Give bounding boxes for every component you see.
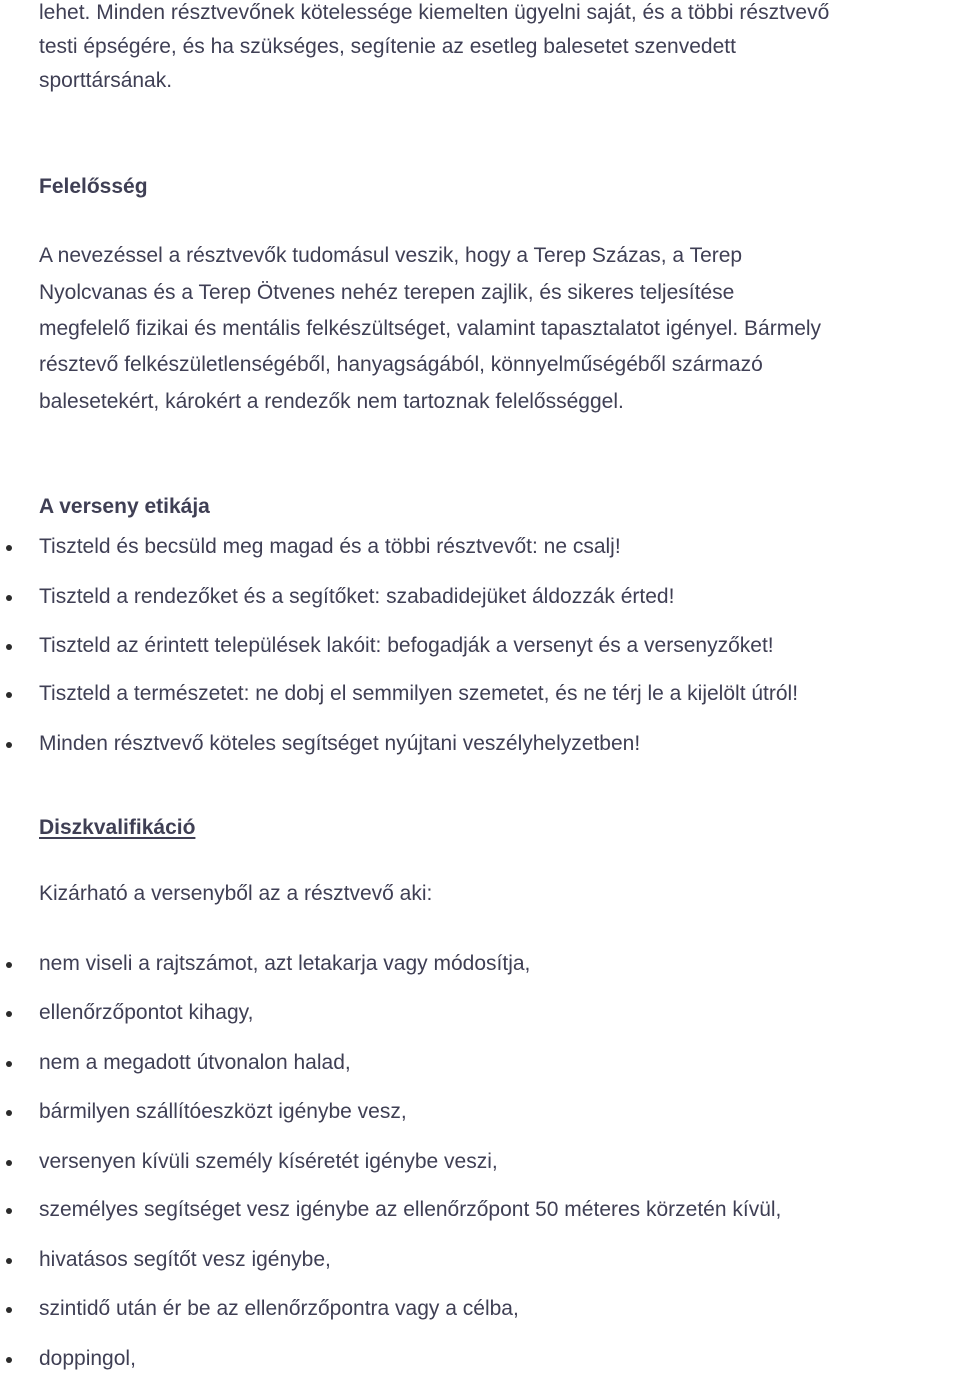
list-item-text: Tiszteld és becsüld meg magad és a többi résztvevőt: ne csalj! [39, 535, 621, 558]
list-item-text: versenyen kívüli személy kíséretét igénybe veszi, [39, 1150, 498, 1173]
bullet-icon [6, 1160, 12, 1166]
bullet-icon [6, 1208, 12, 1214]
bullet-icon [6, 595, 12, 601]
list-item-text: Tiszteld a rendezőket és a segítőket: szabadidejüket áldozzák érted! [39, 585, 675, 608]
felelosseg-line-1: A nevezéssel a résztvevők tudomásul veszik, hogy a Terep Százas, a Terep [39, 244, 743, 267]
bullet-icon [6, 692, 12, 698]
list-item-text: bármilyen szállítóeszközt igénybe vesz, [39, 1100, 407, 1123]
bullet-icon [6, 1258, 12, 1264]
list-item-text: hivatásos segítőt vesz igénybe, [39, 1248, 331, 1271]
bullet-icon [6, 1307, 12, 1313]
bullet-icon [6, 1061, 12, 1067]
bullet-icon [6, 742, 12, 748]
bullet-icon [6, 644, 12, 650]
felelosseg-line-4: résztevő felkészületlenségéből, hanyagságából, könnyelműségéből származó [39, 353, 763, 376]
list-item-text: szintidő után ér be az ellenőrzőpontra vagy a célba, [39, 1297, 519, 1320]
felelosseg-line-3: megfelelő fizikai és mentális felkészültséget, valamint tapasztalatot igényel. Bármely [39, 317, 822, 340]
list-item-text: nem a megadott útvonalon halad, [39, 1051, 351, 1074]
list-item-text: nem viseli a rajtszámot, azt letakarja vagy módosítja, [39, 952, 531, 975]
bullet-icon [6, 962, 12, 968]
list-item-text: Minden résztvevő köteles segítséget nyújtani veszélyhelyzetben! [39, 732, 641, 755]
list-item-text: személyes segítséget vesz igénybe az ellenőrzőpont 50 méteres körzetén kívül, [39, 1198, 782, 1221]
list-item-text: Tiszteld a természetet: ne dobj el semmilyen szemetet, és ne térj le a kijelölt útról! [39, 682, 799, 705]
bullet-icon [6, 545, 12, 551]
felelosseg-line-5: balesetekért, károkért a rendezők nem tartoznak felelősséggel. [39, 390, 624, 413]
intro-line-3: sporttársának. [39, 69, 173, 92]
list-item-text: ellenőrzőpontot kihagy, [39, 1001, 254, 1024]
list-item-text: doppingol, [39, 1347, 136, 1370]
section-heading-diszkvalifikacio: Diszkvalifikáció [39, 816, 196, 839]
felelosseg-line-2: Nyolcvanas és a Terep Ötvenes nehéz terepen zajlik, és sikeres teljesítése [39, 281, 735, 304]
list-item-text: Tiszteld az érintett települések lakóit: befogadják a versenyt és a versenyzőket! [39, 634, 774, 657]
bullet-icon [6, 1011, 12, 1017]
section-heading-etika: A verseny etikája [39, 495, 210, 518]
diszkvalifikacio-intro: Kizárható a versenyből az a résztvevő aki: [39, 882, 433, 905]
intro-line-1: lehet. Minden résztvevőnek kötelessége kiemelten ügyelni saját, és a többi résztvevő [39, 1, 830, 24]
bullet-icon [6, 1357, 12, 1363]
bullet-icon [6, 1110, 12, 1116]
intro-line-2: testi épségére, és ha szükséges, segítenie az esetleg balesetet szenvedett [39, 35, 736, 58]
section-heading-felelosseg: Felelősség [39, 175, 148, 198]
